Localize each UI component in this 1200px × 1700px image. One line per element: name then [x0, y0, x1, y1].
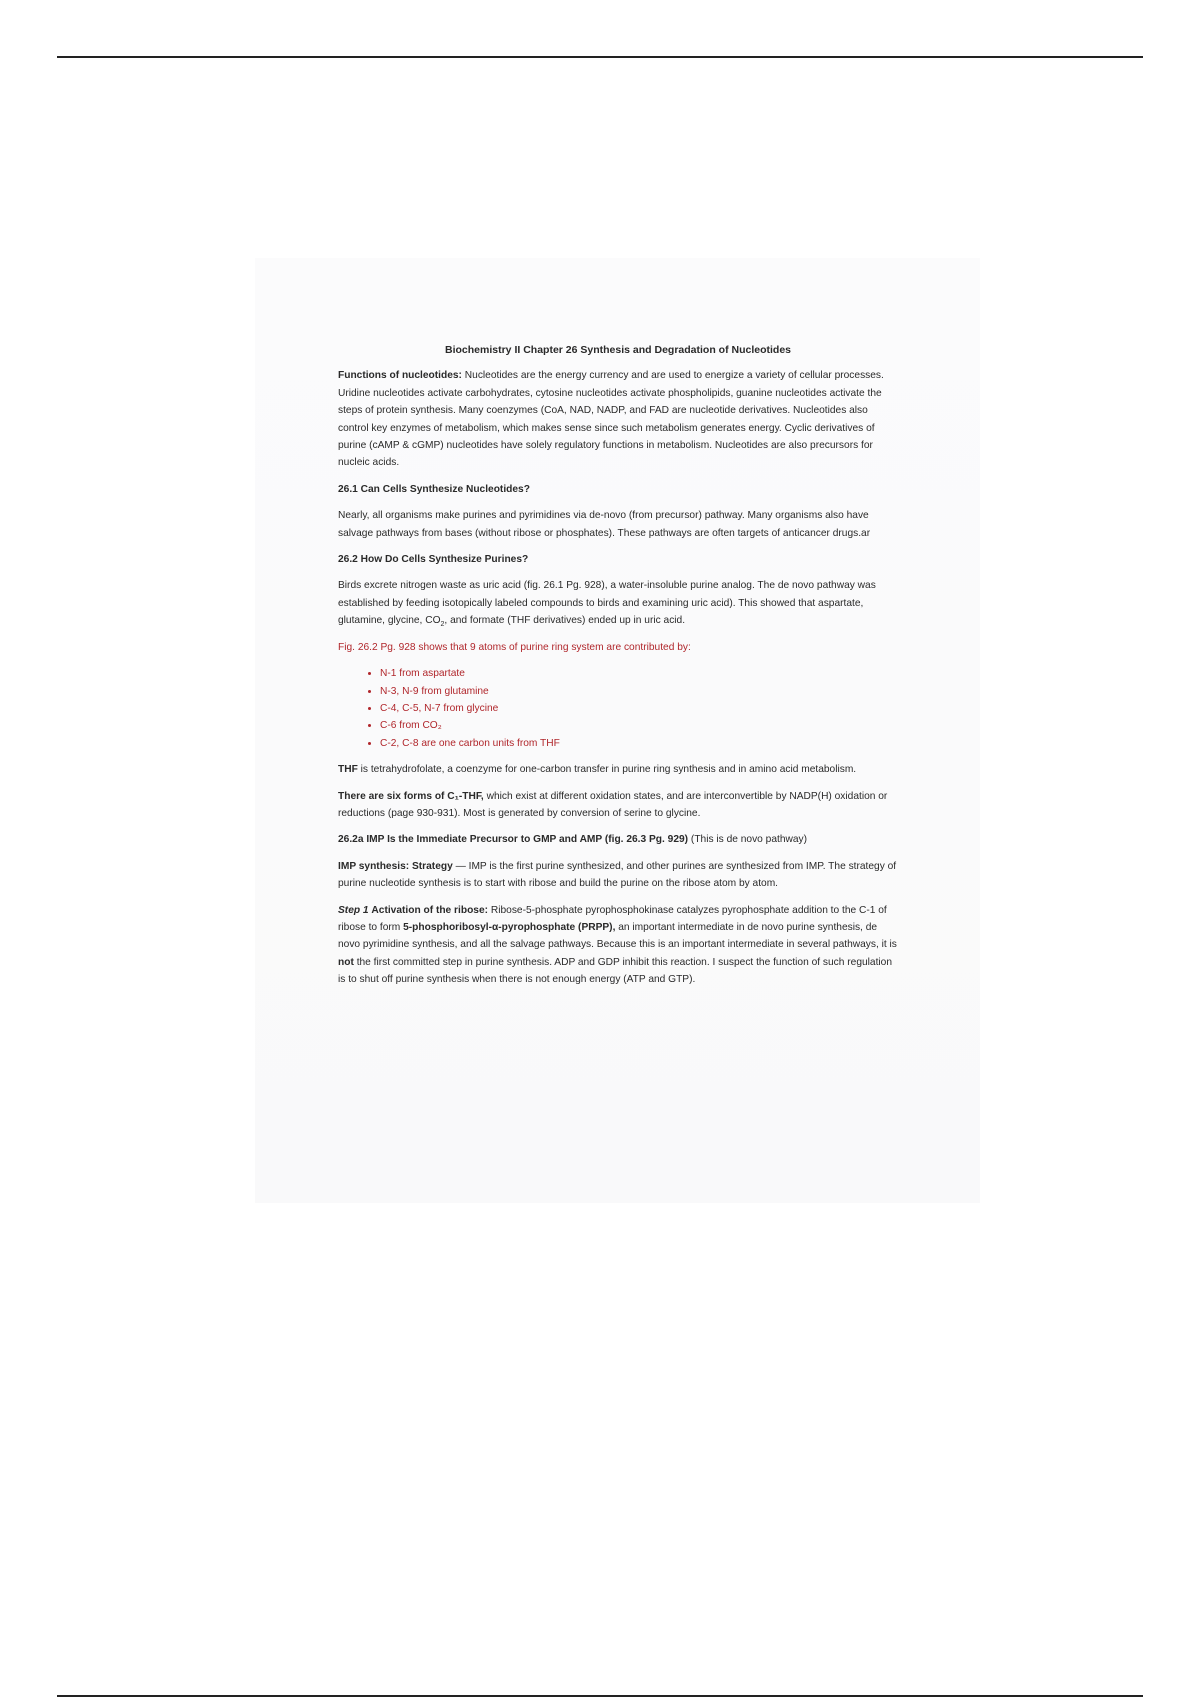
section-26-2-text-after: , and formate (THF derivatives) ended up in uric acid.: [444, 615, 686, 627]
section-26-2a-heading-row: [338, 831, 898, 848]
thf-label: THF: [338, 764, 358, 776]
step1-paragraph: [338, 902, 898, 989]
top-rule: [57, 56, 1143, 58]
step1-text-a: Ribose-5-phosphate pyrophosphokinase catalyzes pyrophosphate addition to the C-1 of ribose to form: [338, 904, 887, 933]
fig-note: Fig. 26.2 Pg. 928 shows that 9 atoms of purine ring system are contributed by:: [338, 641, 691, 653]
step1-title: Activation of the ribose:: [371, 904, 489, 916]
forms-text: which exist at different oxidation states, and are interconvertible by NADP(H) oxidation or reductions (page 930-931). Most is generated by conversion of serine to glycine.: [338, 790, 888, 819]
strategy-text: — IMP is the first purine synthesized, and other purines are synthesized from IMP. The strategy of purine nucleotide synthesis is to start with ribose and build the purine on the ribose atom by atom.: [338, 860, 897, 890]
functions-text: Nucleotides are the energy currency and are used to energize a variety of cellular processes. Uridine nucleotides activate carbohydrates, cytosine nucleotides activate phospholipids, guanine nucleotides activate the steps of protein synthesis. Many coenzymes (CoA, NAD, NADP, and FAD are nucleotide derivatives. Nucleotides also control key enzymes of metabolism, which makes sense since such metabolism generates energy. Cyclic derivatives of purine (cAMP & cGMP) nucleotides have solely regulatory functions in metabolism. Nucleotides are also precursors for nucleic acids.: [338, 370, 884, 469]
atom-source-list: [338, 665, 898, 752]
co2-subscript: 2: [440, 621, 445, 629]
thf-text: is tetrahydrofolate, a coenzyme for one-carbon transfer in purine ring synthesis and in amino acid metabolism.: [360, 764, 857, 776]
list-item: • N-1 from aspartate: [380, 665, 898, 682]
document-title: Biochemistry II Chapter 26 Synthesis and Degradation of Nucleotides: [445, 344, 791, 356]
list-item: • C-6 from CO₂: [380, 717, 898, 734]
functions-paragraph: [338, 367, 898, 471]
section-26-2a-heading: 26.2a IMP Is the Immediate Precursor to GMP and AMP (fig. 26.3 Pg. 929): [338, 834, 689, 846]
list-item: • N-3, N-9 from glutamine: [380, 683, 898, 700]
forms-paragraph: [338, 788, 898, 823]
strategy-paragraph: [338, 858, 898, 893]
list-item: • C-4, C-5, N-7 from glycine: [380, 700, 898, 717]
list-item: • C-2, C-8 are one carbon units from THF: [380, 735, 898, 752]
bottom-rule: [57, 1695, 1143, 1697]
step1-label: Step 1: [338, 904, 369, 916]
functions-label: Functions of nucleotides:: [338, 370, 462, 382]
section-26-2-text-before: Birds excrete nitrogen waste as uric acid (fig. 26.1 Pg. 928), a water-insoluble purine analog. The de novo pathway was established by feeding isotopically labeled compounds to birds and examining uric acid). This showed that aspartate, glutamine, glycine, CO: [338, 580, 876, 627]
section-26-1-heading: 26.1 Can Cells Synthesize Nucleotides?: [338, 483, 530, 495]
step1-text-c: the first committed step in purine synthesis. ADP and GDP inhibit this reaction. I suspect the function of such regulation is to shut off purine synthesis when there is not enough energy (ATP and GTP).: [338, 956, 893, 986]
not-emphasis: not: [338, 956, 354, 968]
prpp-term: 5-phosphoribosyl-α-pyrophosphate (PRPP),: [403, 921, 616, 933]
section-26-2-heading: 26.2 How Do Cells Synthesize Purines?: [338, 554, 529, 566]
forms-label: There are six forms of C₁-THF,: [338, 790, 484, 802]
strategy-label: IMP synthesis: Strategy: [338, 860, 453, 872]
step1-text-b: an important intermediate in de novo purine synthesis, de novo pyrimidine synthesis, and all the salvage pathways. Because this is an important intermediate in several pathways, it is: [338, 921, 897, 951]
thf-paragraph: [338, 761, 898, 778]
section-26-2a-note: (This is de novo pathway): [690, 834, 807, 846]
section-26-2-text: [338, 577, 898, 629]
document-page: [338, 342, 898, 998]
section-26-1-text: Nearly, all organisms make purines and pyrimidines via de-novo (from precursor) pathway. Many organisms also have salvage pathways from bases (without ribose or phosphates). These pathways are often targets of anticancer drugs.ar: [338, 510, 871, 539]
